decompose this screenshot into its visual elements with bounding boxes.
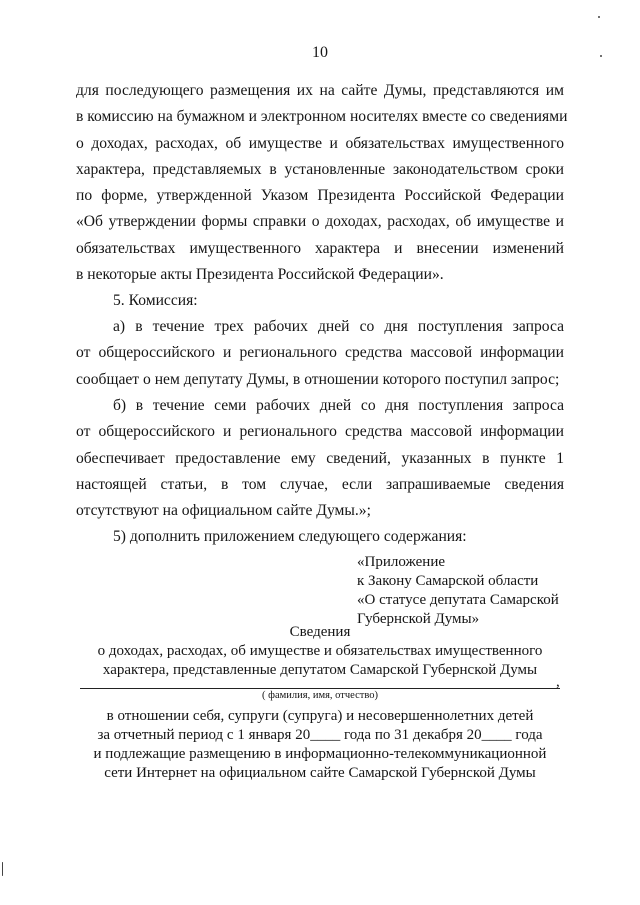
form-heading [0, 623, 640, 680]
text-line: характера, представляемых в установленные законодательством сроки [76, 160, 564, 178]
text-line: «Об утверждении формы справки о доходах, расходах, об имуществе и [76, 213, 564, 231]
name-caption: ( фамилия, имя, отчество) [262, 690, 378, 701]
appendix-line: «О статусе депутата Самарской [357, 592, 559, 608]
scan-speck [2, 862, 3, 876]
text-line: сообщает о нем депутату Думы, в отношении которого поступил запрос; [76, 370, 560, 388]
appendix-line: «Приложение [357, 554, 446, 570]
amendment-item: 5) дополнить приложением следующего содержания: [113, 528, 467, 545]
text-line: по форме, утвержденной Указом Президента Российской Федерации [76, 187, 564, 205]
text-line: а) в течение трех рабочих дней со дня поступления запроса [113, 318, 564, 335]
text-line: в некоторые акты Президента Российской Федерации». [76, 266, 444, 284]
appendix-line: к Закону Самарской области [357, 573, 539, 589]
subitem-a [76, 314, 564, 393]
text-line: от общероссийского и регионального средства массовой информации [76, 423, 564, 441]
description-line: и подлежащие размещению в информационно-телекоммуникационной [93, 746, 547, 762]
text-line: обеспечивает предоставление ему сведений, указанных в пункте 1 [76, 449, 564, 467]
text-line: отсутствуют на официальном сайте Думы.»; [76, 502, 371, 520]
text-line: для последующего размещения их на сайте Думы, представляются им [76, 82, 564, 99]
description-line: в отношении себя, супруги (супруга) и несовершеннолетних детей [106, 708, 534, 724]
item-5-heading: 5. Комиссия: [113, 292, 198, 309]
text-line: обязательствах имущественного характера и внесении изменений [76, 239, 564, 257]
text-line: настоящей статьи, в том случае, если запрашиваемые сведения [76, 475, 564, 493]
paragraph-continuation [76, 78, 568, 288]
page-number: 10 [312, 44, 328, 61]
form-title: Сведения [289, 624, 351, 640]
form-subtitle-line: характера, представленные депутатом Самарской Губернской Думы [102, 662, 538, 678]
description-line: сети Интернет на официальном сайте Самарской Губернской Думы [104, 765, 536, 781]
text-line: в комиссию на бумажном и электронном носителях вместе со сведениями [76, 108, 568, 126]
scan-speck [598, 16, 600, 18]
appendix-header [357, 553, 559, 629]
appendix-line: Губернской Думы» [357, 611, 480, 627]
text-line: б) в течение семи рабочих дней со дня поступления запроса [113, 397, 564, 414]
name-underline [80, 688, 560, 689]
name-comma: , [556, 674, 560, 690]
form-description [0, 707, 640, 783]
subitem-b [76, 393, 564, 524]
text-line: о доходах, расходах, об имуществе и обязательствах имущественного [76, 134, 564, 152]
form-subtitle-line: о доходах, расходах, об имуществе и обязательствах имущественного [97, 643, 543, 659]
description-line: за отчетный период с 1 января 20____ года по 31 декабря 20____ года [97, 727, 543, 743]
text-line: от общероссийского и регионального средства массовой информации [76, 344, 564, 362]
scan-speck [600, 55, 602, 57]
